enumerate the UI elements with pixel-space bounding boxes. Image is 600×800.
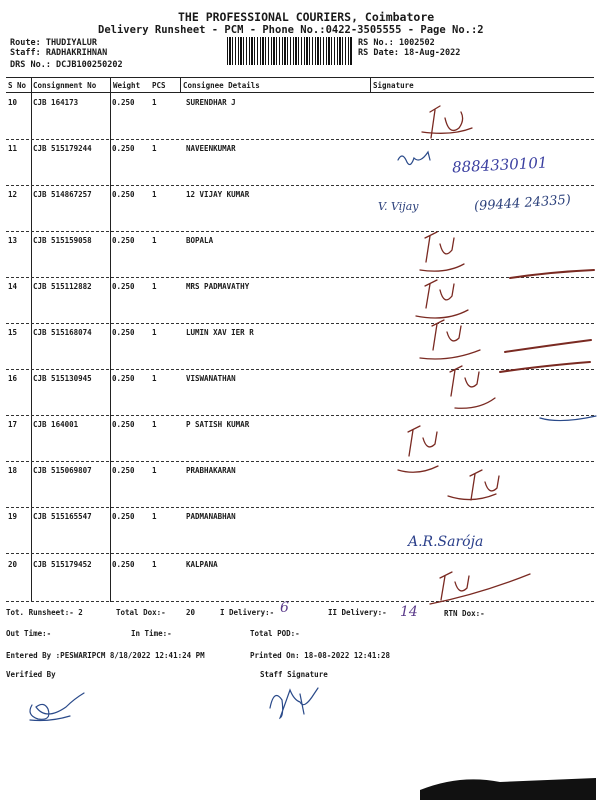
row-pcs: 1: [152, 282, 157, 291]
row-pcs: 1: [152, 98, 157, 107]
row-consignee: VISWANATHAN: [186, 374, 236, 383]
col-divider: [370, 77, 371, 92]
row-consignee: SURENDHAR J: [186, 98, 236, 107]
row-consignment: CJB 164001: [33, 420, 79, 429]
row-consignee: BOPALA: [186, 236, 214, 245]
table-row: [0, 416, 600, 462]
col-header-sno: S No: [8, 81, 27, 90]
ii-delivery-label: II Delivery:-: [328, 608, 387, 617]
rs-date: RS Date: 18-Aug-2022: [358, 48, 461, 58]
table-header-border: [6, 92, 594, 93]
col-divider: [180, 77, 181, 92]
staff-signature-label: Staff Signature: [260, 670, 328, 679]
row-consignment: CJB 515069807: [33, 466, 92, 475]
row-pcs: 1: [152, 190, 157, 199]
row-consignment: CJB 515179244: [33, 144, 92, 153]
row-pcs: 1: [152, 560, 157, 569]
col-header-pcs: PCS: [152, 81, 166, 90]
row-weight: 0.250: [112, 190, 135, 199]
in-time-label: In Time:-: [131, 629, 172, 638]
company-name: THE PROFESSIONAL COURIERS, Coimbatore: [178, 10, 435, 24]
row-consignee: NAVEENKUMAR: [186, 144, 236, 153]
row-sno: 12: [8, 190, 18, 199]
total-dox-value: 20: [186, 608, 196, 617]
document-title: Delivery Runsheet - PCM - Phone No.:0422-3505555 - Page No.:2: [98, 24, 484, 36]
row-consignment: CJB 515112882: [33, 282, 92, 291]
row-weight: 0.250: [112, 374, 135, 383]
verified-by-label: Verified By: [6, 670, 56, 679]
row-consignee: PADMANABHAN: [186, 512, 236, 521]
total-runsheet: Tot. Runsheet:- 2: [6, 608, 83, 617]
row-consignment: CJB 514867257: [33, 190, 92, 199]
table-row: [0, 556, 600, 602]
row-weight: 0.250: [112, 466, 135, 475]
col-header-signature: Signature: [373, 81, 414, 90]
row-sno: 19: [8, 512, 18, 521]
row-consignment: CJB 515168074: [33, 328, 92, 337]
table-row: [0, 278, 600, 324]
row-consignee: PRABHAKARAN: [186, 466, 236, 475]
row-consignment: CJB 515130945: [33, 374, 92, 383]
row-consignment: CJB 515159058: [33, 236, 92, 245]
total-dox-label: Total Dox:-: [116, 608, 166, 617]
row-consignee: P SATISH KUMAR: [186, 420, 250, 429]
i-delivery-count: 6: [280, 600, 289, 616]
row-sno: 15: [8, 328, 18, 337]
table-row: [0, 94, 600, 140]
rtn-dox-label: RTN Dox:-: [444, 609, 485, 618]
row-consignment: CJB 515179452: [33, 560, 92, 569]
row-weight: 0.250: [112, 98, 135, 107]
handwritten-signature: A.R.Sarója: [408, 534, 484, 550]
row-consignment: CJB 515165547: [33, 512, 92, 521]
ii-delivery-count: 14: [400, 604, 418, 620]
row-pcs: 1: [152, 328, 157, 337]
col-header-weight: Weight: [113, 81, 141, 90]
table-row: [0, 370, 600, 416]
row-sno: 10: [8, 98, 18, 107]
table-top-border: [6, 77, 594, 78]
row-weight: 0.250: [112, 282, 135, 291]
row-weight: 0.250: [112, 560, 135, 569]
row-consignee: 12 VIJAY KUMAR: [186, 190, 250, 199]
row-sno: 20: [8, 560, 18, 569]
row-consignment: CJB 164173: [33, 98, 79, 107]
entered-by: Entered By :PESWARIPCM 8/18/2022 12:41:24 PM: [6, 651, 205, 660]
table-row: [0, 462, 600, 508]
row-divider: [6, 553, 594, 554]
row-weight: 0.250: [112, 236, 135, 245]
row-pcs: 1: [152, 420, 157, 429]
row-sno: 17: [8, 420, 18, 429]
i-delivery-label: I Delivery:-: [220, 608, 275, 617]
row-sno: 11: [8, 144, 18, 153]
row-pcs: 1: [152, 144, 157, 153]
row-divider: [6, 601, 594, 602]
row-weight: 0.250: [112, 328, 135, 337]
barcode: [227, 37, 352, 65]
row-consignee: KALPANA: [186, 560, 218, 569]
printed-on: Printed On: 18-08-2022 12:41:28: [250, 651, 390, 660]
handwritten-signature: V. Vijay: [378, 200, 419, 213]
row-pcs: 1: [152, 512, 157, 521]
row-sno: 13: [8, 236, 18, 245]
row-pcs: 1: [152, 374, 157, 383]
row-weight: 0.250: [112, 144, 135, 153]
row-pcs: 1: [152, 236, 157, 245]
row-sno: 14: [8, 282, 18, 291]
row-weight: 0.250: [112, 420, 135, 429]
handwritten-phone: 8884330101: [451, 153, 548, 177]
route-label: Route: THUDIYALUR: [10, 38, 97, 48]
row-sno: 16: [8, 374, 18, 383]
table-row: [0, 232, 600, 278]
row-weight: 0.250: [112, 512, 135, 521]
total-pod-label: Total POD:-: [250, 629, 300, 638]
table-row: [0, 508, 600, 554]
row-pcs: 1: [152, 466, 157, 475]
table-row: [0, 324, 600, 370]
row-consignee: LUMIN XAV IER R: [186, 328, 254, 337]
col-header-consignment: Consignment No: [33, 81, 97, 90]
staff-label: Staff: RADHAKRIHNAN: [10, 48, 108, 58]
drs-number: DRS No.: DCJB100250202: [10, 60, 123, 70]
handwritten-phone: (99444 24335): [473, 192, 572, 215]
row-consignee: MRS PADMAVATHY: [186, 282, 250, 291]
rs-number: RS No.: 1002502: [358, 38, 435, 48]
row-sno: 18: [8, 466, 18, 475]
col-header-consignee: Consignee Details: [183, 81, 260, 90]
out-time-label: Out Time:-: [6, 629, 52, 638]
